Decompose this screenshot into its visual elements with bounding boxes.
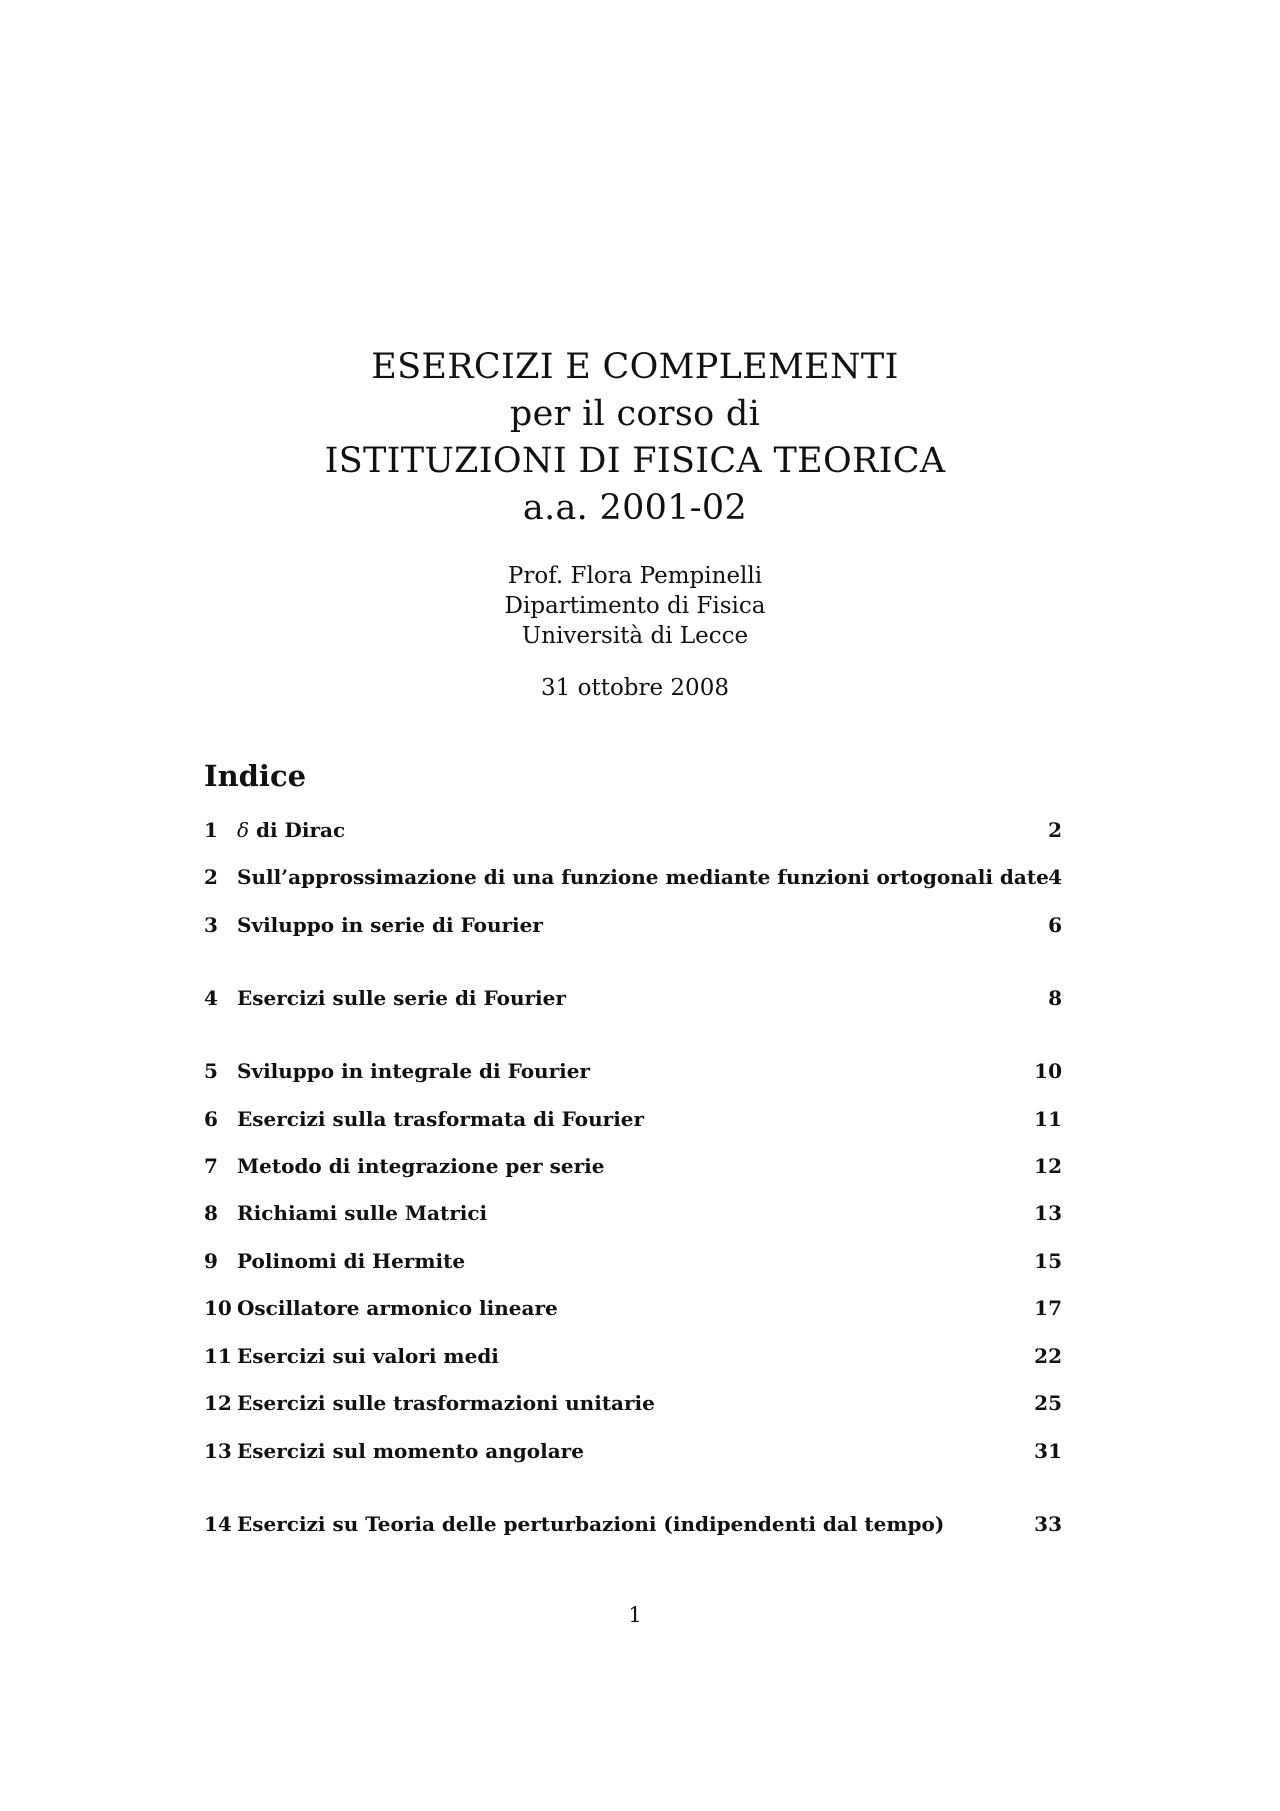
toc-entry-7[interactable] — [204, 1151, 1062, 1181]
toc-entry-5[interactable] — [204, 1056, 1062, 1086]
toc-entry-number: 13 — [204, 1439, 232, 1463]
toc-entry-13[interactable] — [204, 1436, 1062, 1466]
toc-entry-page: 8 — [1048, 986, 1062, 1010]
toc-entry-title: Richiami sulle Matrici — [237, 1201, 488, 1225]
toc-entry-number: 6 — [204, 1107, 218, 1131]
toc-entry-number: 9 — [204, 1249, 218, 1273]
toc-entry-title: Sull’approssimazione di una funzione mediante funzioni ortogonali date — [237, 865, 1049, 889]
toc-entry-11[interactable] — [204, 1341, 1062, 1371]
toc-entry-title: Esercizi sul momento angolare — [237, 1439, 584, 1463]
toc-entry-number: 2 — [204, 865, 218, 889]
toc-entry-page: 12 — [1034, 1154, 1062, 1178]
toc-entry-page: 31 — [1034, 1439, 1062, 1463]
toc-entry-6[interactable] — [204, 1104, 1062, 1134]
author-university: Università di Lecce — [521, 623, 749, 649]
toc-entry-page: 15 — [1034, 1249, 1062, 1273]
toc-entry-number: 11 — [204, 1344, 232, 1368]
page-number: 1 — [628, 1603, 642, 1627]
toc-entry-number: 12 — [204, 1391, 232, 1415]
toc-entry-2[interactable] — [204, 862, 1062, 892]
toc-entry-number: 5 — [204, 1059, 218, 1083]
document-date: 31 ottobre 2008 — [541, 675, 729, 701]
toc-entry-page: 13 — [1034, 1201, 1062, 1225]
toc-entry-3[interactable] — [204, 910, 1062, 940]
toc-entry-number: 10 — [204, 1296, 232, 1320]
title-line-4: a.a. 2001-02 — [522, 488, 748, 528]
toc-entry-page: 11 — [1034, 1107, 1062, 1131]
title-line-2: per il corso di — [509, 394, 761, 434]
toc-entry-title: Esercizi sulla trasformata di Fourier — [237, 1107, 645, 1131]
toc-entry-page: 22 — [1034, 1344, 1062, 1368]
toc-entry-title — [237, 815, 345, 845]
title-line-1: ESERCIZI E COMPLEMENTI — [371, 347, 899, 387]
author-name: Prof. Flora Pempinelli — [507, 563, 763, 589]
toc-entry-page: 33 — [1034, 1512, 1062, 1536]
author-block — [0, 561, 1270, 651]
title-line-3: ISTITUZIONI DI FISICA TEORICA — [324, 441, 946, 481]
toc-entry-number: 3 — [204, 913, 218, 937]
toc-entry-page: 10 — [1034, 1059, 1062, 1083]
toc-entry-title: Esercizi sulle serie di Fourier — [237, 986, 566, 1010]
toc-entry-page: 17 — [1034, 1296, 1062, 1320]
toc-entry-page: 25 — [1034, 1391, 1062, 1415]
toc-entry-page: 6 — [1048, 913, 1062, 937]
toc-entry-12[interactable] — [204, 1388, 1062, 1418]
title-block — [0, 344, 1270, 532]
toc-entry-title: Esercizi su Teoria delle perturbazioni (indipendenti dal tempo) — [237, 1512, 945, 1536]
toc-entry-title-text: di Dirac — [249, 818, 346, 842]
toc-entry-number: 7 — [204, 1154, 218, 1178]
author-department: Dipartimento di Fisica — [504, 593, 766, 619]
toc-heading: Indice — [204, 759, 307, 793]
toc-entry-number: 14 — [204, 1512, 232, 1536]
toc-entry-title: Metodo di integrazione per serie — [237, 1154, 605, 1178]
toc-entry-4[interactable] — [204, 983, 1062, 1013]
toc-entry-number: 8 — [204, 1201, 218, 1225]
toc-entry-10[interactable] — [204, 1293, 1062, 1323]
toc-entry-page: 2 — [1048, 818, 1062, 842]
toc-entry-14[interactable] — [204, 1509, 1062, 1539]
toc-entry-page: 4 — [1048, 865, 1062, 889]
toc-entry-title: Esercizi sulle trasformazioni unitarie — [237, 1391, 655, 1415]
toc-entry-title: Oscillatore armonico lineare — [237, 1296, 558, 1320]
toc-entry-1[interactable] — [204, 815, 1062, 845]
delta-symbol: δ — [237, 818, 250, 842]
toc-entry-title: Sviluppo in integrale di Fourier — [237, 1059, 590, 1083]
toc-entry-title: Sviluppo in serie di Fourier — [237, 913, 543, 937]
toc-entry-9[interactable] — [204, 1246, 1062, 1276]
toc-entry-number: 4 — [204, 986, 218, 1010]
toc-entry-title: Esercizi sui valori medi — [237, 1344, 499, 1368]
toc-entry-8[interactable] — [204, 1198, 1062, 1228]
toc-entry-number: 1 — [204, 818, 218, 842]
toc-entry-title: Polinomi di Hermite — [237, 1249, 466, 1273]
